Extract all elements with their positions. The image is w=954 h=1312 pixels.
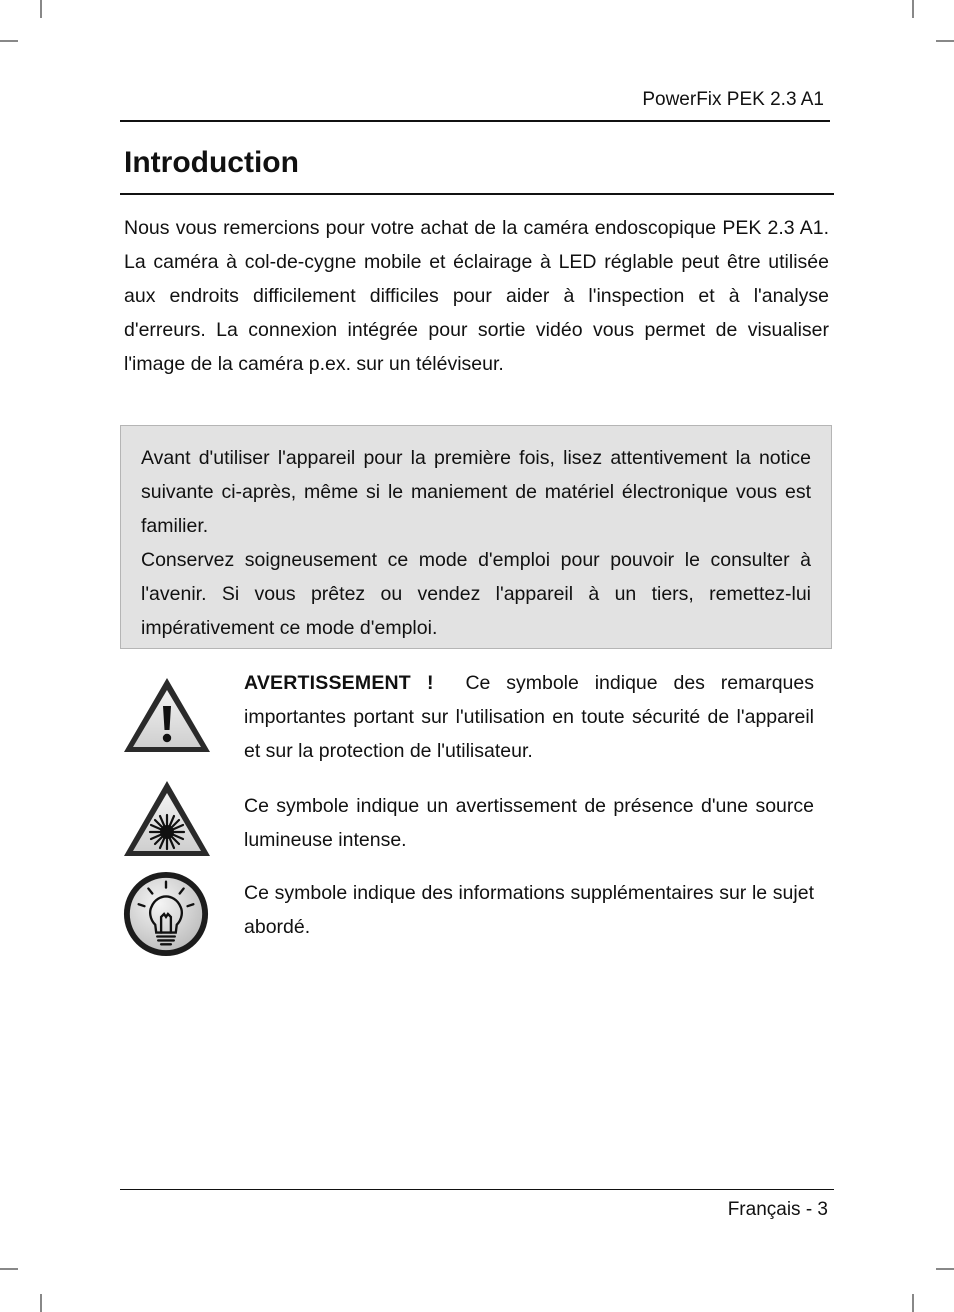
- notice-box: [120, 425, 832, 649]
- page-header: PowerFix PEK 2.3 A1: [642, 89, 824, 110]
- info-description: Ce symbole indique des informations supplémentaires sur le sujet abordé.: [244, 882, 814, 938]
- warning-label: AVERTISSEMENT !: [244, 672, 434, 694]
- title-divider: [120, 193, 834, 195]
- crop-mark: [936, 40, 954, 42]
- symbol-row-light-source: [122, 789, 814, 869]
- section-title: Introduction: [124, 146, 299, 179]
- warning-triangle-icon: [122, 674, 212, 754]
- crop-mark: [40, 0, 42, 18]
- notice-paragraph-1: Avant d'utiliser l'appareil pour la première fois, lisez attentivement la notice suivante ci-après, même si le maniement de matériel électronique vous est familier.: [141, 447, 811, 537]
- header-divider: [120, 120, 830, 122]
- warning-description: [244, 666, 814, 768]
- notice-paragraph-2: Conservez soigneusement ce mode d'emploi pour pouvoir le consulter à l'avenir. Si vous prêtez ou vendez l'appareil à un tiers, remettez-lui impérativement ce mode d'emploi.: [141, 549, 811, 639]
- intro-paragraph: Nous vous remercions pour votre achat de la caméra endoscopique PEK 2.3 A1. La caméra à col-de-cygne mobile et éclairage à LED réglable peut être utilisée aux endroits difficilement difficiles pour aider à l'inspection et à l'analyse d'erreurs. La connexion intégrée pour sortie vidéo vous permet de visualiser l'image de la caméra p.ex. sur un téléviseur.: [124, 217, 829, 375]
- symbol-row-info: [122, 876, 814, 956]
- crop-mark: [936, 1268, 954, 1270]
- lightbulb-info-icon: [122, 870, 210, 958]
- crop-mark: [912, 0, 914, 18]
- crop-mark: [0, 40, 18, 42]
- light-source-description: Ce symbole indique un avertissement de présence d'une source lumineuse intense.: [244, 795, 814, 851]
- bright-light-warning-icon: [122, 779, 212, 859]
- symbol-row-warning: [122, 666, 814, 766]
- footer-divider: [120, 1189, 834, 1190]
- page-number: Français - 3: [727, 1199, 828, 1220]
- warning-text: Ce symbole indique des remarques importantes portant sur l'utilisation en toute sécurité de l'appareil et sur la protection de l'utilisateur.: [244, 672, 814, 762]
- crop-mark: [0, 1268, 18, 1270]
- crop-mark: [912, 1294, 914, 1312]
- crop-mark: [40, 1294, 42, 1312]
